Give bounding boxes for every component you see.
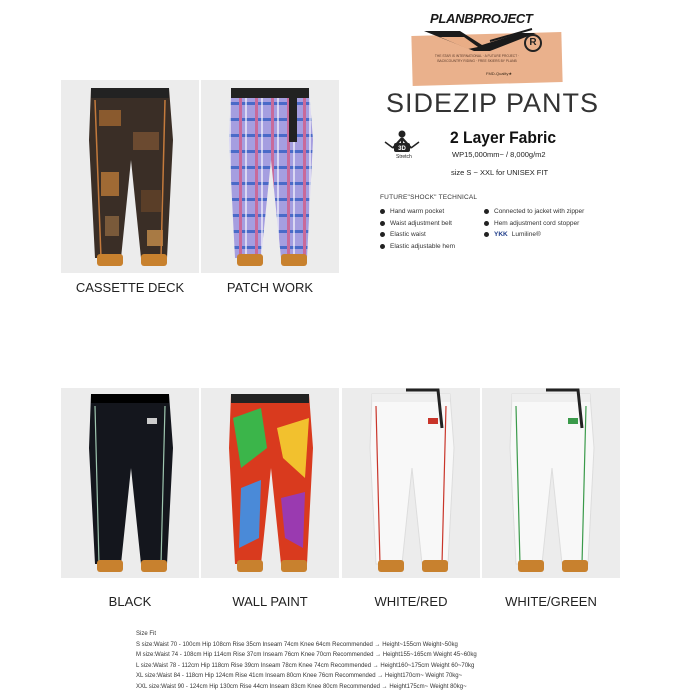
product-photo-white-red[interactable] — [342, 388, 480, 578]
feature-item: Waist adjustment belt — [380, 218, 455, 230]
colorway-label-white-red: WHITE/RED — [374, 594, 448, 609]
colorway-label-patch-work: PATCH WORK — [226, 280, 314, 295]
features-heading: FUTURE"SHOCK" TECHNICAL — [380, 194, 478, 201]
product-photo-patch-work[interactable] — [201, 80, 339, 273]
bullet-icon — [484, 209, 489, 214]
product-photo-wall-paint[interactable] — [201, 388, 339, 578]
brand-tagline: THE STAR IS INTERNATIONAL · A FUTURE PROJECT · BACKCOUNTRY RIDING · FREE SKIERS BY PLANB — [434, 54, 520, 63]
stretch-label: Stretch — [396, 154, 412, 160]
ykk-logo: YKK — [494, 231, 508, 238]
bullet-icon — [484, 221, 489, 226]
bullet-icon — [380, 221, 385, 226]
size-range: size S ~ XXL for UNISEX FIT — [451, 168, 549, 177]
features-right-list — [484, 206, 584, 241]
product-photo-white-green[interactable] — [482, 388, 620, 578]
colorway-label-white-green: WHITE/GREEN — [505, 594, 597, 609]
product-photo-black[interactable] — [61, 388, 199, 578]
size-fit-row: L size:Waist 78 - 112cm Hip 118cm Rise 39cm Inseam 78cm Knee 74cm Recommended → Height160~175cm Weight 60~70kg — [136, 662, 475, 669]
colorway-label-wall-paint: WALL PAINT — [232, 594, 308, 609]
colorway-label-black: BLACK — [108, 594, 152, 609]
bullet-icon — [484, 232, 489, 237]
size-fit-row: S size:Waist 70 - 100cm Hip 108cm Rise 35cm Inseam 74cm Knee 64cm Recommended → Height~155cm Weight~50kg — [136, 641, 458, 648]
feature-item: Connected to jacket with zipper — [484, 206, 584, 218]
feature-item: YKK Lumiline® — [484, 229, 584, 241]
waterproof-rating: WP15,000mm~ / 8,000g/m2 — [452, 150, 546, 159]
brand-logo: PLANBPROJECT — [430, 11, 533, 26]
product-title: SIDEZIP PANTS — [386, 88, 600, 118]
size-fit-row: XL size:Waist 84 - 118cm Hip 124cm Rise 41cm Inseam 80cm Knee 76cm Recommended → Height170cm~ Weight 70kg~ — [136, 673, 463, 679]
bullet-icon — [380, 232, 385, 237]
product-photo-cassette-deck[interactable] — [61, 80, 199, 273]
brand-swoosh-icon — [420, 27, 540, 53]
brand-signature: FMD-Quality★ — [486, 71, 513, 76]
feature-item: Hand warm pocket — [380, 206, 455, 218]
stretch-badge: 3D — [398, 146, 406, 152]
feature-item: Elastic waist — [380, 229, 455, 241]
size-fit-row: XXL size:Waist 90 - 124cm Hip 130cm Rise 44cm Inseam 83cm Knee 80cm Recommended → Height175cm~ Weight 80kg~ — [136, 683, 467, 690]
features-left-list — [380, 206, 455, 252]
registered-mark-icon: R — [524, 34, 542, 52]
fabric-title: 2 Layer Fabric — [450, 128, 557, 147]
bullet-icon — [380, 244, 385, 249]
bullet-icon — [380, 209, 385, 214]
colorway-label-cassette-deck: CASSETTE DECK — [75, 280, 185, 295]
size-fit-table — [136, 629, 477, 692]
feature-item: Hem adjustment cord stopper — [484, 218, 584, 230]
size-fit-heading: Size Fit — [136, 631, 157, 637]
size-fit-row: M size:Waist 74 - 108cm Hip 114cm Rise 37cm Inseam 76cm Knee 70cm Recommended → Height155~165cm Weight 45~60kg — [136, 652, 477, 658]
feature-item: Elastic adjustable hem — [380, 241, 455, 253]
